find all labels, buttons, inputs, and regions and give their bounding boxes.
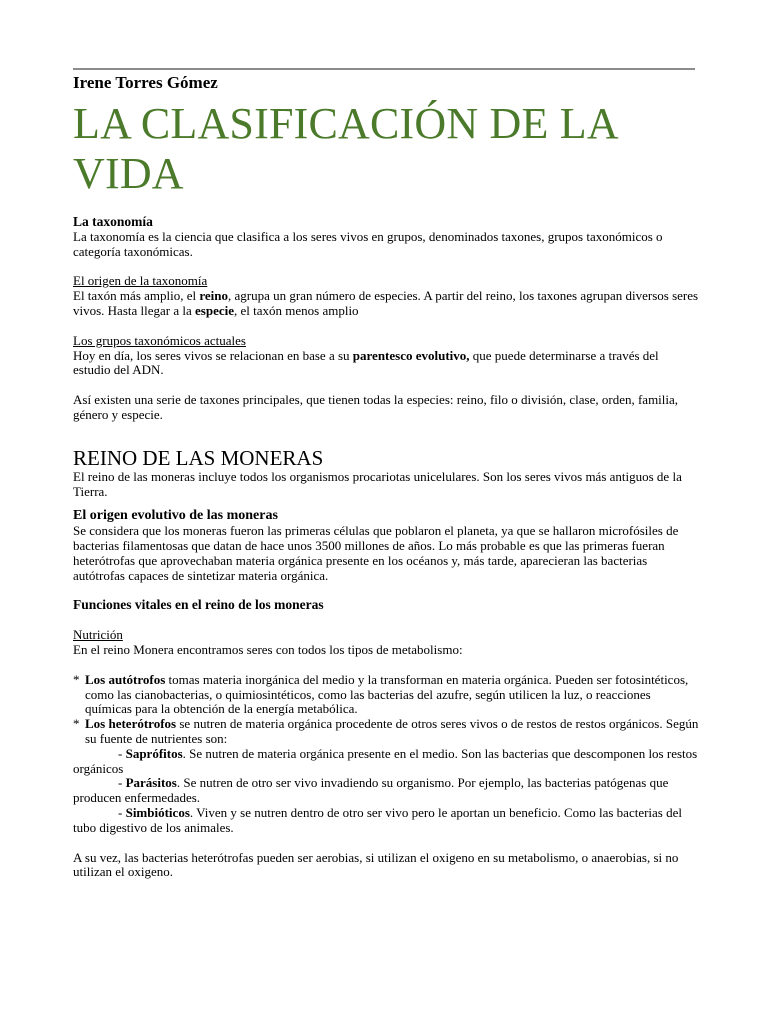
document-title: LA CLASIFICACIÓN DE LA VIDA	[73, 99, 617, 198]
document-body	[73, 70, 699, 880]
section-heading-taxonomia: La taxonomía	[73, 214, 153, 229]
subheading-grupos: Los grupos taxonómicos actuales	[73, 332, 246, 348]
paragraph-taxonomia: La taxonomía es la ciencia que clasifica a los seres vivos en grupos, denominados taxones, grupos taxonómicos o categoría taxonómicas.	[73, 228, 663, 259]
paragraph-nutricion-intro: En el reino Monera encontramos seres con todos los tipos de metabolismo:	[73, 641, 463, 657]
paragraph-grupos-2: Así existen una serie de taxones principales, que tienen todas la especies: reino, filo o división, clase, orden, familia, género y especie.	[73, 392, 679, 422]
list-item-autotrofos: * Los autótrofos tomas materia inorgánica del medio y la transforman en materia orgánica. Pueden ser fotosintéticos, como las cianobacterias, o quimiosintéticos, como las bacterias del azufre, según utilicen la luz, o reacciones químicas para la obtención de la energía metabólica.	[73, 671, 689, 717]
subheading-origen: El origen de la taxonomía	[73, 273, 208, 289]
subheading-nutricion: Nutrición	[73, 627, 123, 643]
paragraph-closing: A su vez, las bacterias heterótrofas pueden ser aerobias, si utilizan el oxigeno en su metabolismo, o anaerobias, si no utilizan el oxigeno.	[73, 849, 679, 880]
paragraph-moneras: El reino de las moneras incluye todos los organismos procariotas unicelulares. Son los seres vivos más antiguos de la Tierra.	[73, 468, 682, 499]
list-item-heterotrofos: * Los heterótrofos se nutren de materia orgánica procedente de otros seres vivos o de restos de restos orgánicos. Según su fuente de nutrientes son:	[73, 716, 699, 746]
section-heading-funciones: Funciones vitales en el reino de los moneras	[73, 597, 324, 613]
paragraph-grupos: Hoy en día, los seres vivos se relacionan en base a su parentesco evolutivo, que puede determinarse a través del estudio del ADN.	[73, 347, 659, 378]
paragraph-evolutivo: Se considera que los moneras fueron las primeras células que poblaron el planeta, ya que se hallaron microfósiles de bacterias filamentosas que datan de hace unos 3500 millones de años. Lo más probable es que las primeras fueran heterótrofas que aprovechaban materia orgánica presente en los océanos y, más tarde, aparecieran las bacterias autótrofas capaces de sintetizar materia orgánica.	[73, 523, 679, 583]
section-heading-moneras: REINO DE LAS MONERAS	[73, 445, 324, 470]
sub-item-saprofitos: - Saprófitos. Se nutren de materia orgánica presente en el medio. Son las bacterias que descomponen los restos orgánicos	[73, 745, 698, 776]
bullet-star: *	[73, 671, 80, 687]
bullet-star: *	[73, 716, 80, 732]
author-name: Irene Torres Gómez	[73, 73, 218, 92]
sub-item-simbioticos: - Simbióticos. Viven y se nutren dentro de otro ser vivo pero le aportan un beneficio. Como las bacterias del tubo digestivo de los animales.	[73, 804, 682, 835]
sub-item-parasitos: - Parásitos. Se nutren de otro ser vivo invadiendo su organismo. Por ejemplo, las bacterias patógenas que producen enfermedades.	[73, 775, 669, 806]
section-heading-evolutivo: El origen evolutivo de las moneras	[73, 508, 278, 524]
paragraph-origen: El taxón más amplio, el reino, agrupa un gran número de especies. A partir del reino, los taxones agrupan diversos seres vivos. Hasta llegar a la especie, el taxón menos amplio	[73, 288, 699, 318]
